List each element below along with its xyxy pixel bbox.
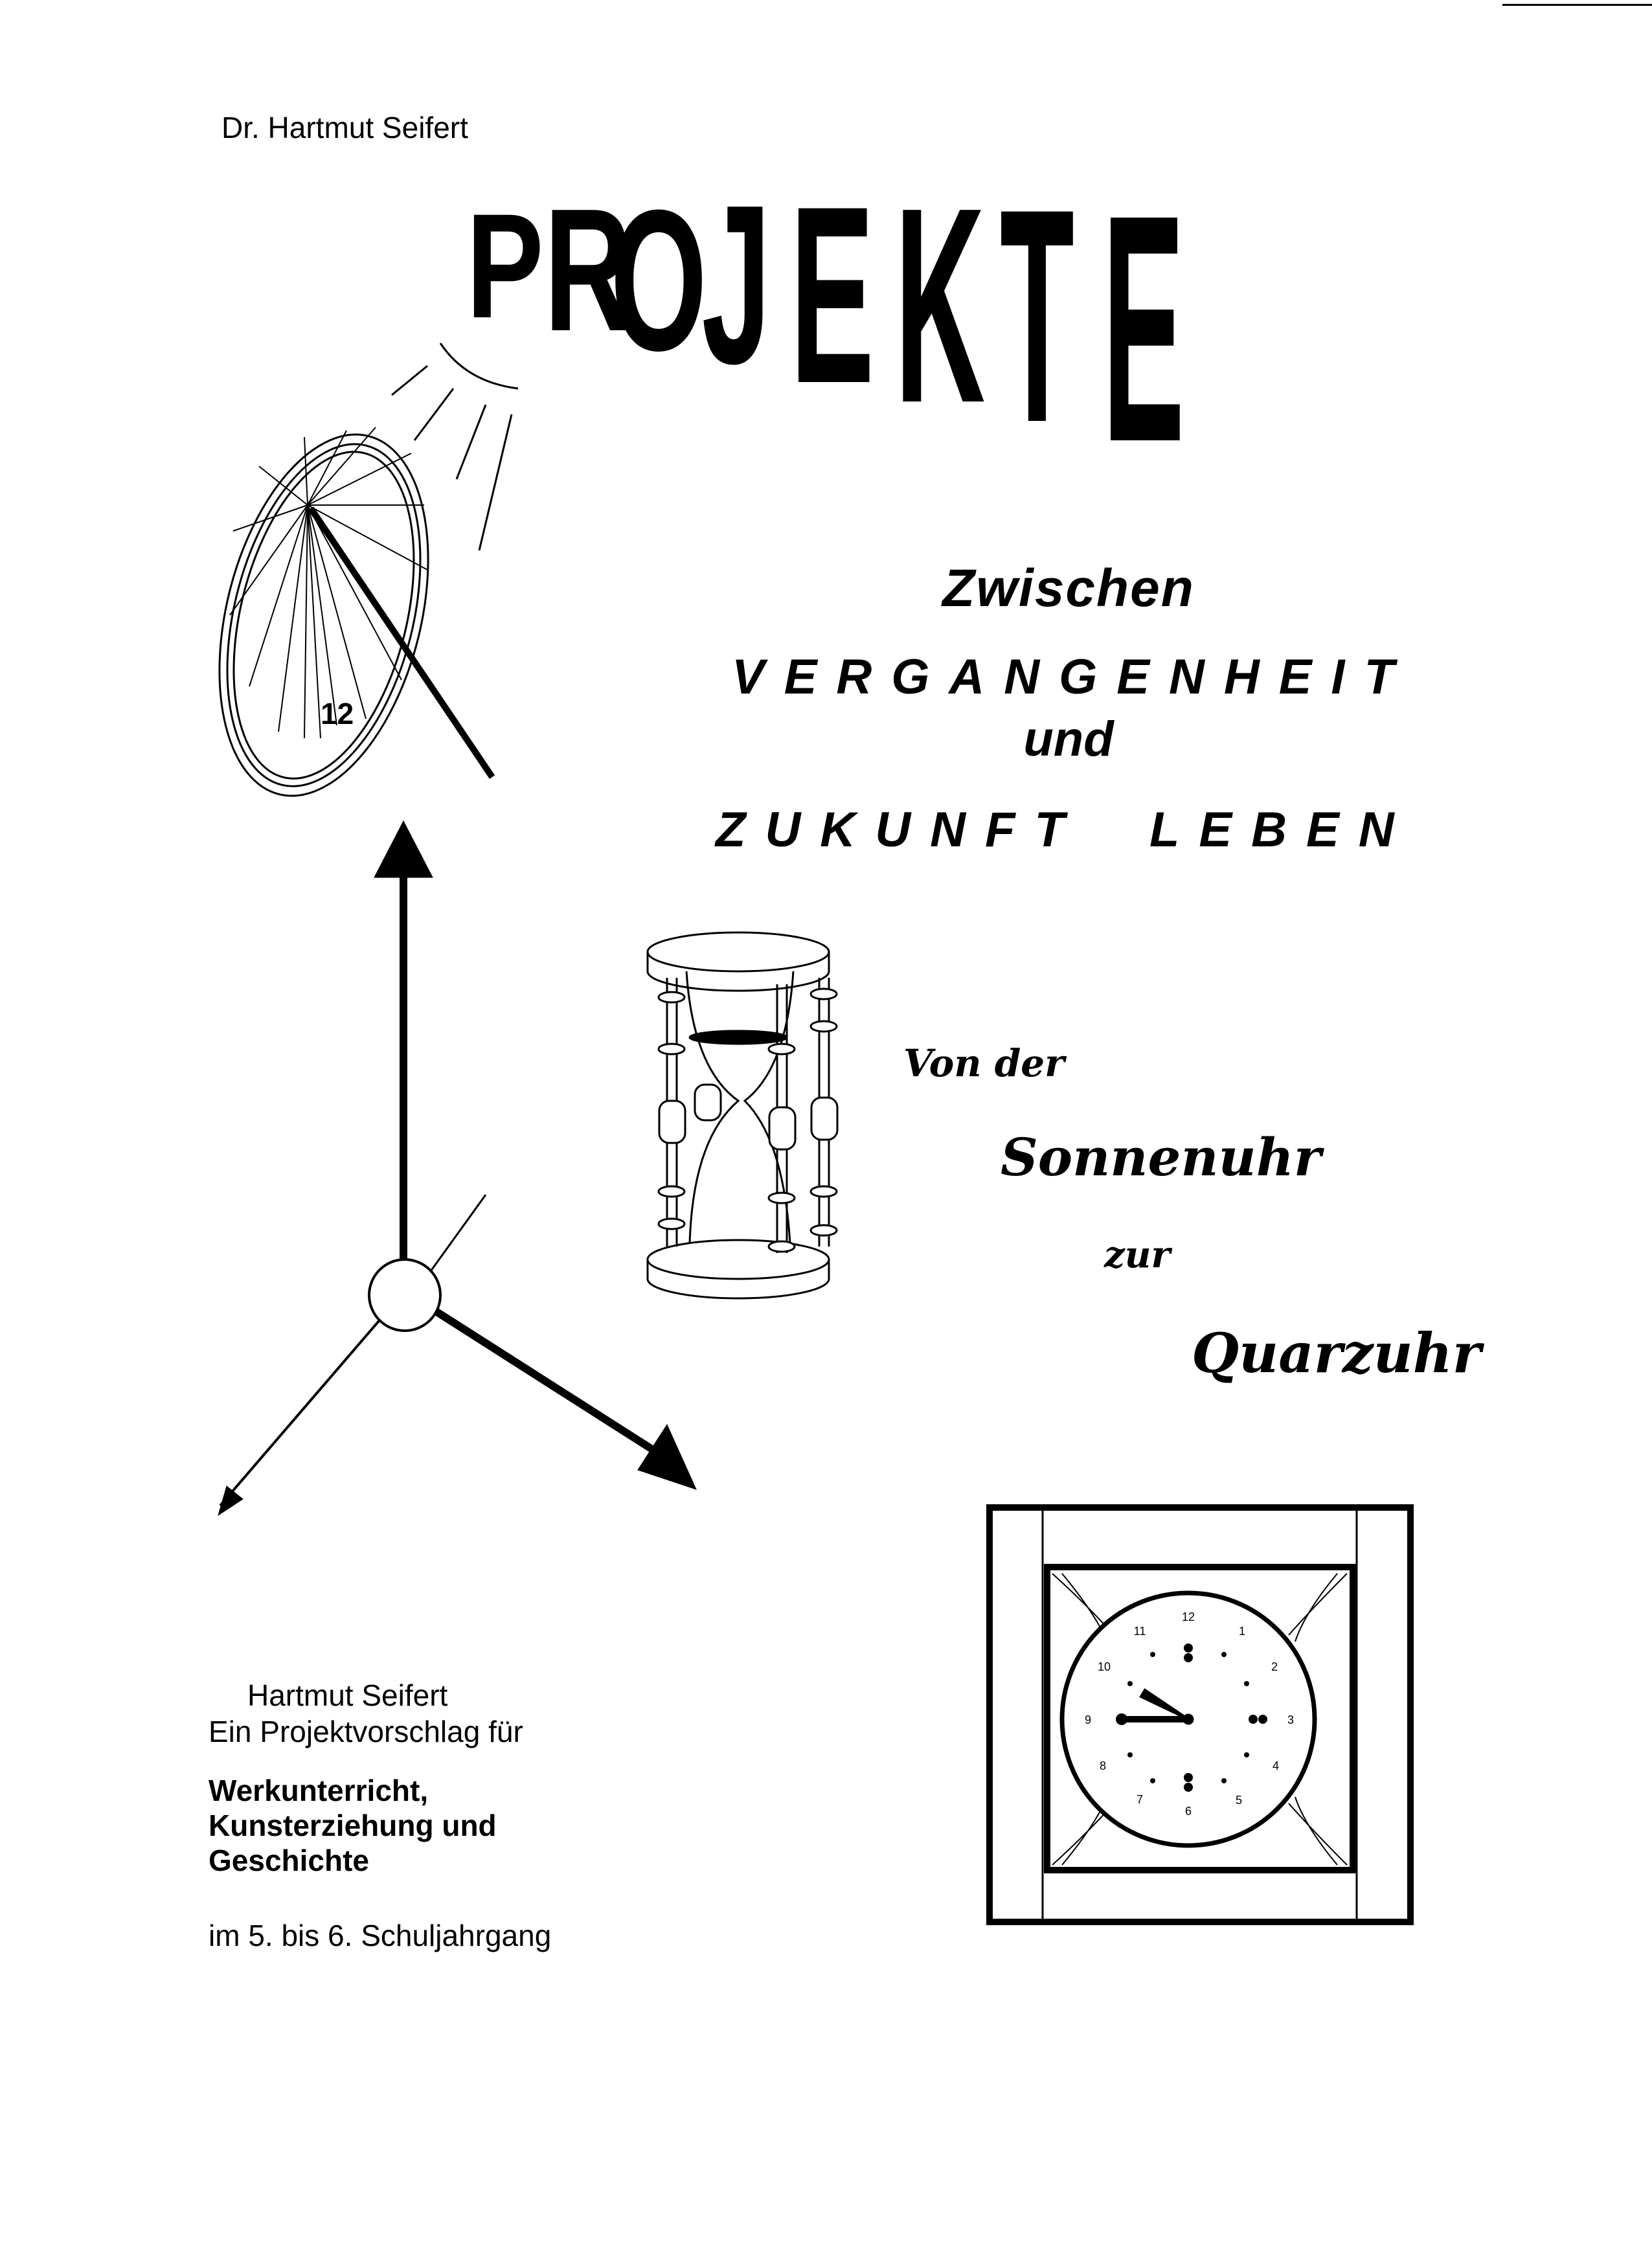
subtitle-sonnenuhr: Sonnenuhr	[1001, 1127, 1321, 1188]
clock-number: 2	[1271, 1660, 1278, 1673]
subject-kunsterziehung: Kunsterziehung und	[209, 1809, 497, 1842]
title-vergangenheit: VERGANGENHEIT	[732, 649, 1414, 705]
title-zwischen: Zwischen	[942, 559, 1195, 618]
sundial-number: 12	[321, 697, 354, 730]
title-letter-e2: E	[1102, 148, 1185, 510]
title-zukunft: ZUKUNFT	[716, 802, 1084, 857]
clock-number: 9	[1084, 1713, 1092, 1726]
sun-ray	[457, 405, 486, 479]
quartz-clock-illustration	[990, 1507, 1410, 1922]
sun-arc	[440, 343, 518, 389]
subjects-block	[209, 1773, 497, 1878]
clock-number: 12	[1181, 1610, 1195, 1623]
title-letter-o: O	[610, 168, 707, 393]
title-letter-e1: E	[790, 154, 875, 436]
clock-number: 1	[1238, 1625, 1246, 1638]
author-name: Dr. Hartmut Seifert	[221, 111, 468, 144]
proposal-line: Ein Projektvorschlag für	[209, 1715, 523, 1748]
subject-geschichte: Geschichte	[209, 1844, 369, 1877]
arrow-left-head	[218, 1486, 243, 1515]
clock-number: 5	[1235, 1794, 1243, 1807]
title-letter-p: P	[466, 182, 544, 350]
hourglass-illustration	[648, 932, 837, 1298]
clock-number: 8	[1099, 1759, 1107, 1772]
title-leben: LEBEN	[1149, 802, 1414, 857]
author-block	[209, 1677, 523, 1750]
arrow-up-head	[374, 821, 433, 877]
subject-werkunterricht: Werkunterricht,	[209, 1774, 429, 1807]
sundial-gnomon	[311, 508, 492, 777]
title-letter-j: J	[701, 157, 771, 411]
title-und: und	[1023, 712, 1114, 767]
sun-ray	[479, 414, 512, 550]
title-letter-k: K	[894, 149, 986, 461]
clock-number: 7	[1136, 1793, 1144, 1806]
arrow-diagonal-tick	[427, 1195, 486, 1276]
subtitle-von-der: Von der	[903, 1041, 1065, 1085]
title-letter-r: R	[544, 172, 633, 368]
author-name-bottom: Hartmut Seifert	[247, 1678, 448, 1712]
clock-number: 10	[1097, 1660, 1111, 1673]
arrow-right-head	[638, 1425, 696, 1489]
sun-ray	[392, 366, 427, 395]
arrow-center-circle	[369, 1259, 440, 1331]
sundial-illustration	[185, 343, 518, 818]
arrow-left-shaft	[220, 1321, 379, 1506]
arrow-diagram	[218, 821, 696, 1515]
arrow-right-shaft	[436, 1311, 654, 1451]
clock-number: 11	[1133, 1625, 1146, 1638]
title-letter-t: T	[1000, 145, 1074, 486]
grade-line: im 5. bis 6. Schuljahrgang	[209, 1919, 552, 1952]
subtitle-zur: zur	[1104, 1234, 1171, 1276]
sundial-hour-lines	[230, 427, 427, 738]
clock-number: 6	[1184, 1805, 1192, 1818]
clock-number: 3	[1287, 1713, 1295, 1726]
sun-ray	[414, 389, 453, 440]
subtitle-quarzuhr: Quarzuhr	[1192, 1321, 1482, 1385]
clock-number: 4	[1272, 1759, 1280, 1772]
